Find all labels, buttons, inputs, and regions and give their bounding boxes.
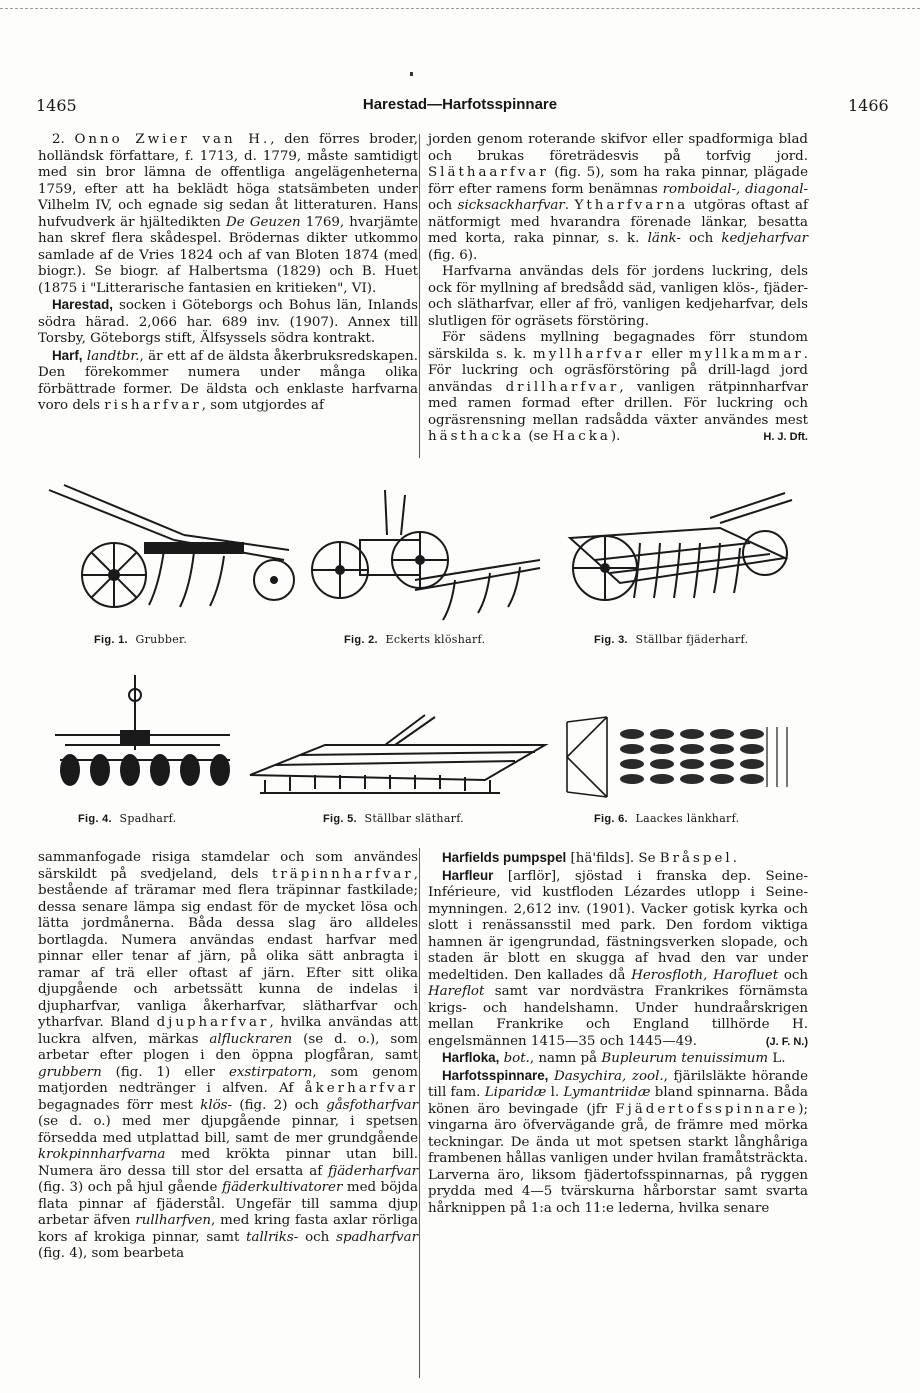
headword: Harestad, (52, 297, 114, 312)
slatharf-illustration (245, 705, 555, 805)
klosharf-illustration (305, 485, 555, 635)
column-upper-right (428, 132, 808, 446)
figure-caption-2: Fig. 2. Eckerts klösharf. (344, 633, 486, 646)
entry-harfields-pumpspel: Harfields pumpspel [hä'filds]. Se Bråspel. (442, 850, 737, 866)
column-lower-right (428, 850, 808, 1217)
page-number-right: 1466 (848, 96, 889, 115)
figure-caption-5: Fig. 5. Ställbar slätharf. (323, 812, 465, 825)
top-dashed-rule (0, 8, 920, 9)
figure-caption-1: Fig. 1. Grubber. (94, 633, 188, 646)
paragraph-harf-usage: Harfvarna användas dels för jordens luckring, dels ock för myllning af bredsådd säd, vanligen klös-, fjäder- och slätharfvar, eller af frö, vanligen kedjeharfvar, dels slutligen för ogräsets förstöring. (428, 264, 808, 329)
spadharf-illustration (45, 665, 245, 805)
lankharf-illustration (562, 712, 802, 802)
entry-harfotsspinnare: Harfotsspinnare, Dasychira, zool., fjärilsläkte hörande till fam. Liparidæ l. Lymantriidæ bland spinnarna. Båda könen äro bevingade (jfr Fjädertofsspinnare); vingarna äro öfvervägande grå, de främre med mörka teckningar. De ända ut mot spetsen starkt långhåriga frambenen hållas vanligen under hvilan framåtsträckta. Larverna äro, liksom fjädertofsspinnarnas, på ryggen prydda med 4—5 tvärskurna hårborstar samt svarta hårknippen på 1:a och 11:e lederna, hvilka senare (428, 1067, 809, 1216)
column-upper-left (38, 132, 418, 415)
column-lower-left (38, 850, 418, 1263)
page-number-left: 1465 (36, 96, 77, 115)
fjaderharf-illustration (560, 488, 800, 628)
headword: Harfields pumpspel (442, 850, 567, 865)
paragraph-harf-types: sammanfogade risiga stamdelar och som användes särskildt på svedjeland, dels träpinnharfvar, bestående af träramar med flera träpinnar fastkilade; dessa senare lämpa sig endast för de mycket lösa och lätta jordmånerna. Båda dessa slag äro alldeles bortlagda. Numera användas endast harfvar med pinnar eller tenar af järn, på olika sätt anbragta i ramar af trä eller oftast af järn. Efter sitt olika djupgående och arbetssätt kunna de indelas i djupharfvar, vanliga åkerharfvar, slätharfvar och ytharfvar. Bland djupharfvar, hvilka användas att luckra alfven, märkas alfluckraren (se d. o.), som arbetar efter plogen i den öppna plogfåran, samt grubbern (fig. 1) eller exstirpatorn, som genom matjorden nedtränger i alfven. Af åkerharfvar begagnades förr mest klös- (fig. 2) och gåsfotharfvar (se d. o.) med mer djupgående pinnar, i spetsen försedda med utplattad bill, samt de mer grundgående krokpinnharfvarna med krökta pinnar utan bill. Numera äro dessa till stor del ersatta af fjäderharfvar (fig. 3) och på hjul gående fjäderkultivatorer med böjda flata pinnar af fjäderstål. Ungefär till samma djup arbetar äfven rullharfven, med kring fasta axlar rörliga kors af krokiga pinnar, samt tallriks- och spadharfvar (fig. 4), som bearbeta (38, 850, 419, 1261)
paragraph-harf-continued: jorden genom roterande skifvor eller spadformiga blad och brukas företrädesvis på torfvig jord. Släthaarfvar (fig. 5), som ha raka pinnar, plägade förr efter ramens form benämnas romboidal-, diagonal- och sicksackharfvar. Ytharfvarna utgöras oftast af nätformigt med hvarandra förenade länkar, besatta med korta, raka pinnar, s. k. länk- och kedjeharfvar (fig. 6). (428, 132, 808, 263)
figure-caption-6: Fig. 6. Laackes länkharf. (594, 812, 740, 825)
figure-caption-4: Fig. 4. Spadharf. (78, 812, 177, 825)
column-divider-top (419, 134, 420, 458)
headword: Harfloka, (442, 1050, 500, 1065)
headword: Harf, (52, 347, 83, 363)
person-name: Onno Zwier van H. (74, 132, 271, 147)
headword: Harfotsspinnare, (442, 1067, 549, 1083)
paragraph-harf-myllning: För sädens myllning begagnades förr stundom särskilda s. k. myllharfvar eller myllkammar. För luckring och ogräsförstöring på drill-lagd jord användas drillharfvar, vanligen rätpinnharfvar med ramen formad efter drillen. För luckring och ogräsrensning mellan radsådda växter användes mest hästhacka (se Hacka). H. J. Dft. (428, 330, 808, 444)
entry-harestad: Harestad, socken i Göteborgs och Bohus län, Inlands södra härad. 2,066 har. 689 inv. (1907). Annex till Torsby, Göteborgs stift, Älfsyssels södra kontrakt. (38, 297, 418, 346)
column-divider-bottom (419, 848, 420, 1378)
paragraph-onno-zwier: 2. Onno Zwier van H., den förres broder, holländsk författare, f. 1713, d. 1779, måste samtidigt med sin bror lämna de offentliga angelägenheterna 1759, efter att ha beklädt höga statsämbeten under Vilhelm IV, och egnade sig sedan åt litteraturen. Hans hufvudverk är hjältedikten De Geuzen 1769, hvarjämte han skref flera skådespel. Brödernas dikter utkommo samlade af de Vries 1824 och af van Bloten 1874 (med biogr.). Se biogr. af Halbertsma (1829) och B. Huet (1875 i "Litterarische fantasien en kritieken", VI). (38, 132, 418, 296)
running-head: Harestad—Harfotsspinnare (362, 96, 558, 113)
work-title: De Geuzen (226, 214, 301, 230)
entry-harf: Harf, landtbr., är ett af de äldsta åkerbruksredskapen. Den förekommer numera under många olika förbättrade former. De äldsta och enklaste harfvarna voro dels risharfvar, som utgjordes af (38, 347, 418, 413)
grubber-illustration (44, 480, 304, 630)
entry-harfloka: Harfloka, bot., namn på Bupleurum tenuissimum L. (442, 1050, 786, 1066)
ink-dot (410, 72, 413, 76)
author-signature: H. J. Dft. (763, 431, 808, 443)
entry-harfleur: Harfleur [arflör], sjöstad i franska dep. Seine-Inférieure, vid kustfloden Lézardes utlopp i Seine-mynningen. 2,612 inv. (1901). Vacker gotisk kyrka och slott i renässansstil med park. Den fordom viktiga hamnen är igengrundad, fästningsverken slopade, och staden är blott en skugga af hvad den var under medeltiden. Den kallades då Herosfloth, Harofluet och Hareflot samt var nordvästra Frankrikes förnämsta krigs- och handelshamn. Under hundraårskrigen mellan Frankrike och England tillhörde H. engelsmännen 1415—35 och 1445—49. (J. F. N.) (428, 867, 808, 1049)
figure-caption-3: Fig. 3. Ställbar fjäderharf. (594, 633, 749, 646)
author-signature: (J. F. N.) (765, 1035, 808, 1048)
headword: Harfleur (442, 867, 494, 883)
